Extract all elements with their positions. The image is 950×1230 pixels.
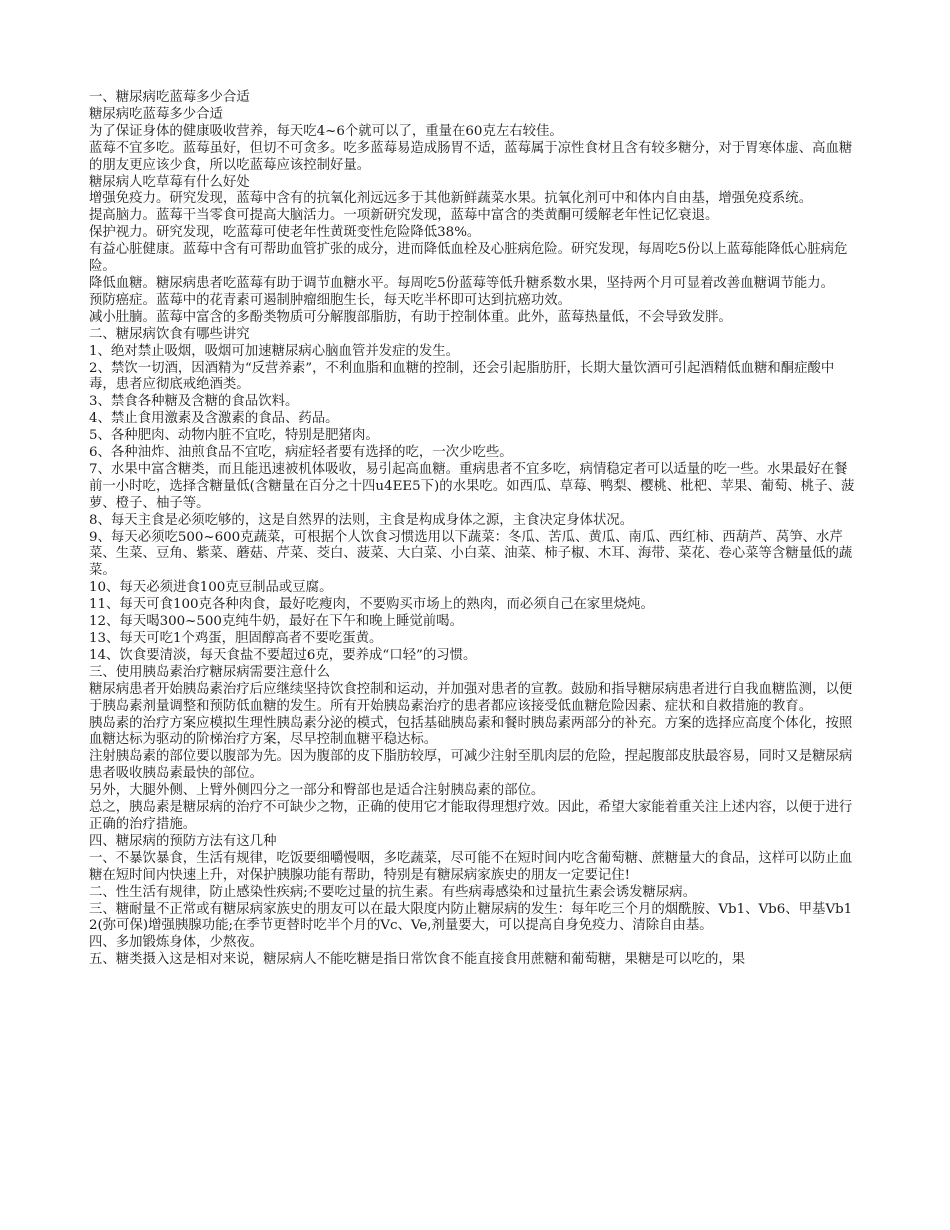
- list-item: 10、每天必须进食100克豆制品或豆腐。: [89, 580, 333, 596]
- section-heading-1: 一、糖尿病吃蓝莓多少合适: [89, 90, 250, 105]
- paragraph: 胰岛素的治疗方案应模拟生理性胰岛素分泌的模式，包括基础胰岛素和餐时胰岛素两部分的补充。方案的选择应高度个体化，按照血糖达标为驱动的阶梯治疗方案，尽早控制血糖平稳达标。: [89, 715, 853, 748]
- list-item: 8、每天主食是必须吃够的，这是自然界的法则，主食是构成身体之源，主食决定身体状况。: [89, 512, 634, 528]
- list-item: 12、每天喝300~500克纯牛奶，最好在下午和晚上睡觉前喝。: [89, 614, 463, 630]
- paragraph: 保护视力。研究发现，吃蓝莓可使老年性黄斑变性危险降低38%。: [89, 225, 481, 241]
- list-item: 三、糖耐量不正常或有糖尿病家族史的朋友可以在最大限度内防止糖尿病的发生：每年吃三个月的烟酰胺、Vb1、Vb6、甲基Vb12(弥可保)增强胰腺功能;在季节更替时吃半个月的Vc、Ve,剂量要大，可以提高自身免疫力、清除自由基。: [89, 901, 853, 934]
- paragraph: 预防癌症。蓝莓中的花青素可遏制肿瘤细胞生长，每天吃半杯即可达到抗癌功效。: [89, 292, 572, 308]
- list-item: 13、每天可吃1个鸡蛋，胆固醇高者不要吃蛋黄。: [89, 631, 383, 646]
- paragraph: 增强免疫力。研究发现，蓝莓中含有的抗氧化剂远远多于其他新鲜蔬菜水果。抗氧化剂可中和体内自由基，增强免疫系统。: [89, 191, 813, 207]
- paragraph: 糖尿病患者开始胰岛素治疗后应继续坚持饮食控制和运动，并加强对患者的宣教。鼓励和指导糖尿病患者进行自我血糖监测，以便于胰岛素剂量调整和预防低血糖的发生。所有开始胰岛素治疗的患者都应该接受低血糖危险因素、症状和自救措施的教育。: [89, 681, 853, 714]
- paragraph: 有益心脏健康。蓝莓中含有可帮助血管扩张的成分，进而降低血栓及心脏病危险。研究发现，每周吃5份以上蓝莓能降低心脏病危险。: [89, 242, 848, 275]
- paragraph: 减小肚腩。蓝莓中富含的多酚类物质可分解腹部脂肪，有助于控制体重。此外，蓝莓热量低，不会导致发胖。: [89, 309, 732, 325]
- list-item: 7、水果中富含糖类，而且能迅速被机体吸收，易引起高血糖。重病患者不宜多吃，病情稳定者可以适量的吃一些。水果最好在餐前一小时吃，选择含糖量低(含糖量在百分之十四u4EE5下)的水果吃。如西瓜、草莓、鸭梨、樱桃、枇杷、苹果、葡萄、桃子、菠萝、橙子、柚子等。: [89, 461, 855, 511]
- paragraph: 为了保证身体的健康吸收营养，每天吃4~6个就可以了，重量在60克左右较佳。: [89, 123, 563, 139]
- list-item: 11、每天可食100克各种肉食，最好吃瘦肉，不要购买市场上的熟肉，而必须自己在家里烧炖。: [89, 597, 654, 613]
- paragraph: 提高脑力。蓝莓干当零食可提高大脑活力。一项新研究发现，蓝莓中富含的类黄酮可缓解老年性记忆衰退。: [89, 208, 719, 224]
- list-item: 五、糖类摄入这是相对来说，糖尿病人不能吃糖是指日常饮食不能直接食用蔗糖和葡萄糖，果糖是可以吃的，果: [89, 952, 746, 968]
- paragraph: 降低血糖。糖尿病患者吃蓝莓有助于调节血糖水平。每周吃5份蓝莓等低升糖系数水果，坚持两个月可显着改善血糖调节能力。: [89, 275, 834, 291]
- sub-heading: 糖尿病吃蓝莓多少合适: [89, 106, 223, 122]
- section-heading-4: 四、糖尿病的预防方法有这几种: [89, 833, 277, 849]
- paragraph: 蓝莓不宜多吃。蓝莓虽好，但切不可贪多。吃多蓝莓易造成肠胃不适，蓝莓属于凉性食材且含有较多糖分，对于胃寒体虚、高血糖的朋友更应该少食，所以吃蓝莓应该控制好量。: [89, 140, 853, 173]
- section-heading-2: 二、糖尿病饮食有哪些讲究: [89, 326, 250, 342]
- list-item: 14、饮食要清淡，每天食盐不要超过6克，要养成“口轻”的习惯。: [89, 647, 477, 663]
- sub-heading: 糖尿病人吃草莓有什么好处: [89, 174, 250, 190]
- list-item: 6、各种油炸、油煎食品不宜吃，病症轻者要有选择的吃，一次少吃些。: [89, 445, 513, 461]
- list-item: 5、各种肥肉、动物内脏不宜吃，特别是肥猪肉。: [89, 428, 379, 444]
- list-item: 3、禁食各种糖及含糖的食品饮料。: [89, 394, 299, 410]
- paragraph: 另外，大腿外侧、上臂外侧四分之一部分和臀部也是适合注射胰岛素的部位。: [89, 783, 545, 799]
- list-item: 4、禁止食用激素及含激素的食品、药品。: [89, 411, 339, 427]
- section-heading-3: 三、使用胰岛素治疗糖尿病需要注意什么: [89, 664, 331, 680]
- list-item: 9、每天必须吃500~600克蔬菜，可根据个人饮食习惯选用以下蔬菜：冬瓜、苦瓜、黄瓜、南瓜、西红柿、西葫芦、莴笋、水芹菜、生菜、豆角、紫菜、蘑菇、芹菜、茭白、菠菜、大白菜、小白菜、油菜、柿子椒、木耳、海带、菜花、卷心菜等含糖量低的蔬菜。: [89, 529, 853, 579]
- list-item: 1、绝对禁止吸烟，吸烟可加速糖尿病心脑血管并发症的发生。: [89, 343, 460, 359]
- paragraph: 注射胰岛素的部位要以腹部为先。因为腹部的皮下脂肪较厚，可减少注射至肌肉层的危险，捏起腹部皮肤最容易，同时又是糖尿病患者吸收胰岛素最快的部位。: [89, 749, 853, 782]
- document-body: [89, 90, 859, 969]
- list-item: 四、多加锻炼身体，少熬夜。: [89, 935, 264, 951]
- list-item: 2、禁饮一切酒，因酒精为“反营养素”，不利血脂和血糖的控制，还会引起脂肪肝，长期大量饮酒可引起酒精低血糖和酮症酸中毒，患者应彻底戒绝酒类。: [89, 360, 835, 393]
- list-item: 二、性生活有规律，防止感染性疾病;不要吃过量的抗生素。有些病毒感染和过量抗生素会诱发糖尿病。: [89, 884, 697, 900]
- paragraph: 总之，胰岛素是糖尿病的治疗不可缺少之物，正确的使用它才能取得理想疗效。因此，希望大家能着重关注上述内容，以便于进行正确的治疗措施。: [89, 800, 853, 832]
- list-item: 一、不暴饮暴食，生活有规律，吃饭要细嚼慢咽，多吃蔬菜，尽可能不在短时间内吃含葡萄糖、蔗糖量大的食品，这样可以防止血糖在短时间内快速上升，对保护胰腺功能有帮助，特别是有糖尿病家族史的朋友一定要记住!: [89, 850, 853, 883]
